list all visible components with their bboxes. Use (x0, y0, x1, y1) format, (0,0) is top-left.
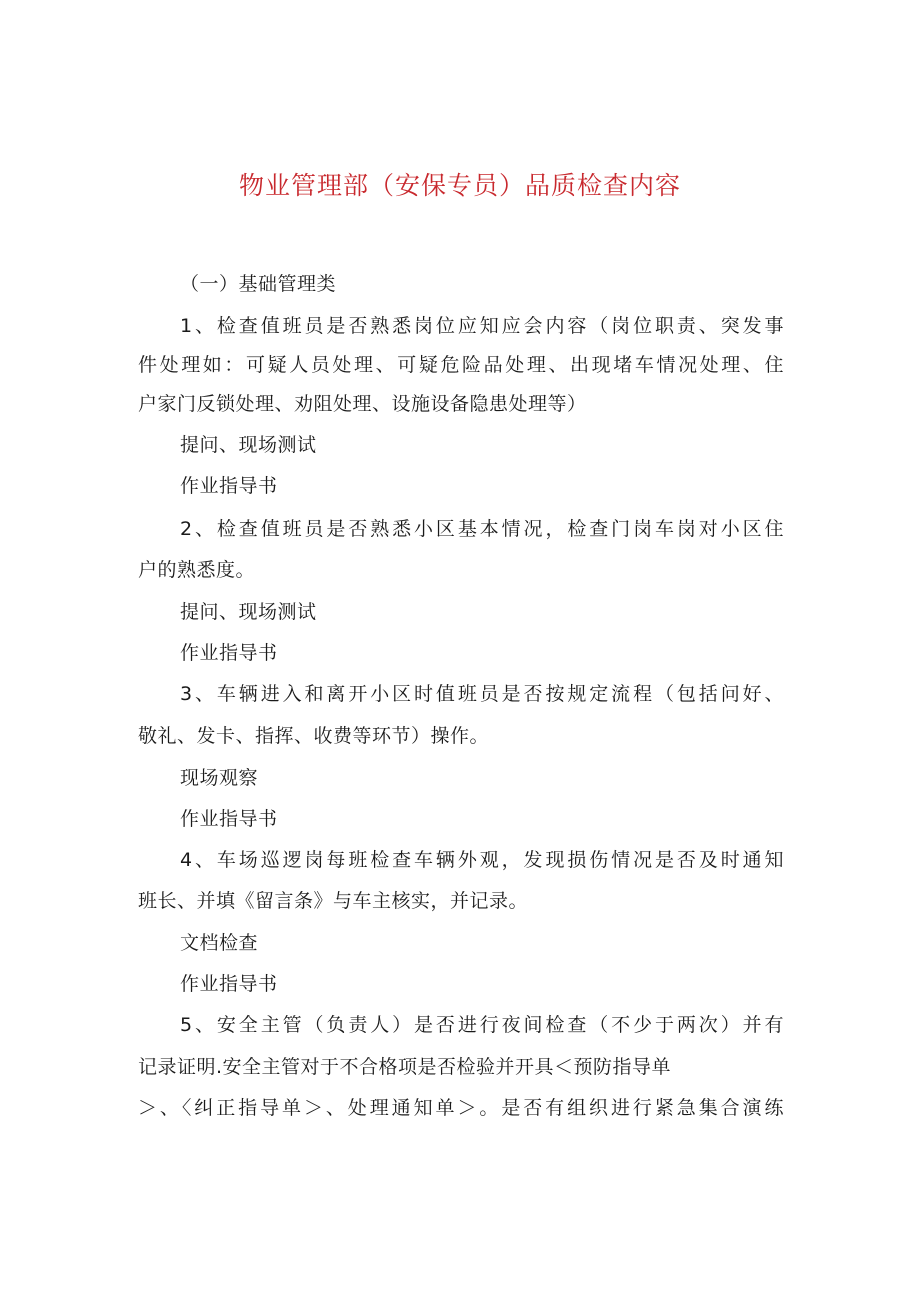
item-1-basis: 作业指导书 (180, 475, 278, 497)
item-3-line-1: 3、车辆进入和离开小区时值班员是否按规定流程（包括问好、 (180, 683, 784, 705)
item-1-line-3: 户家门反锁处理、劝阻处理、设施设备隐患处理等） (138, 393, 587, 415)
item-3-method: 现场观察 (180, 767, 259, 789)
item-3-basis: 作业指导书 (180, 808, 278, 830)
item-1-line-2: 件处理如：可疑人员处理、可疑危险品处理、出现堵车情况处理、住 (138, 354, 784, 376)
item-5-line-3: ＞、〈纠正指导单＞、处理通知单＞。是否有组织进行紧急集合演练 (138, 1097, 784, 1119)
item-4-line-2: 班长、并填《留言条》与车主核实，并记录。 (138, 890, 529, 912)
section-heading: （一）基础管理类 (180, 273, 337, 295)
document-title: 物业管理部（安保专员）品质检查内容 (238, 171, 681, 200)
item-1-method: 提问、现场测试 (180, 434, 317, 456)
item-4-method: 文档检查 (180, 932, 259, 954)
item-2-line-2: 户的熟悉度。 (138, 559, 256, 581)
item-5-line-2: 记录证明.安全主管对于不合格项是否检验并开具＜预防指导单 (138, 1056, 672, 1078)
item-4-basis: 作业指导书 (180, 973, 278, 995)
item-4-line-1: 4、车场巡逻岗每班检查车辆外观，发现损伤情况是否及时通知 (180, 849, 784, 871)
item-1-line-1: 1、检查值班员是否熟悉岗位应知应会内容（岗位职责、突发事 (180, 315, 784, 337)
item-2-line-1: 2、检查值班员是否熟悉小区基本情况，检查门岗车岗对小区住 (180, 518, 784, 540)
item-2-method: 提问、现场测试 (180, 601, 317, 623)
item-2-basis: 作业指导书 (180, 642, 278, 664)
item-3-line-2: 敬礼、发卡、指挥、收费等环节）操作。 (138, 725, 490, 747)
item-5-line-1: 5、安全主管（负责人）是否进行夜间检查（不少于两次）并有 (180, 1014, 784, 1036)
